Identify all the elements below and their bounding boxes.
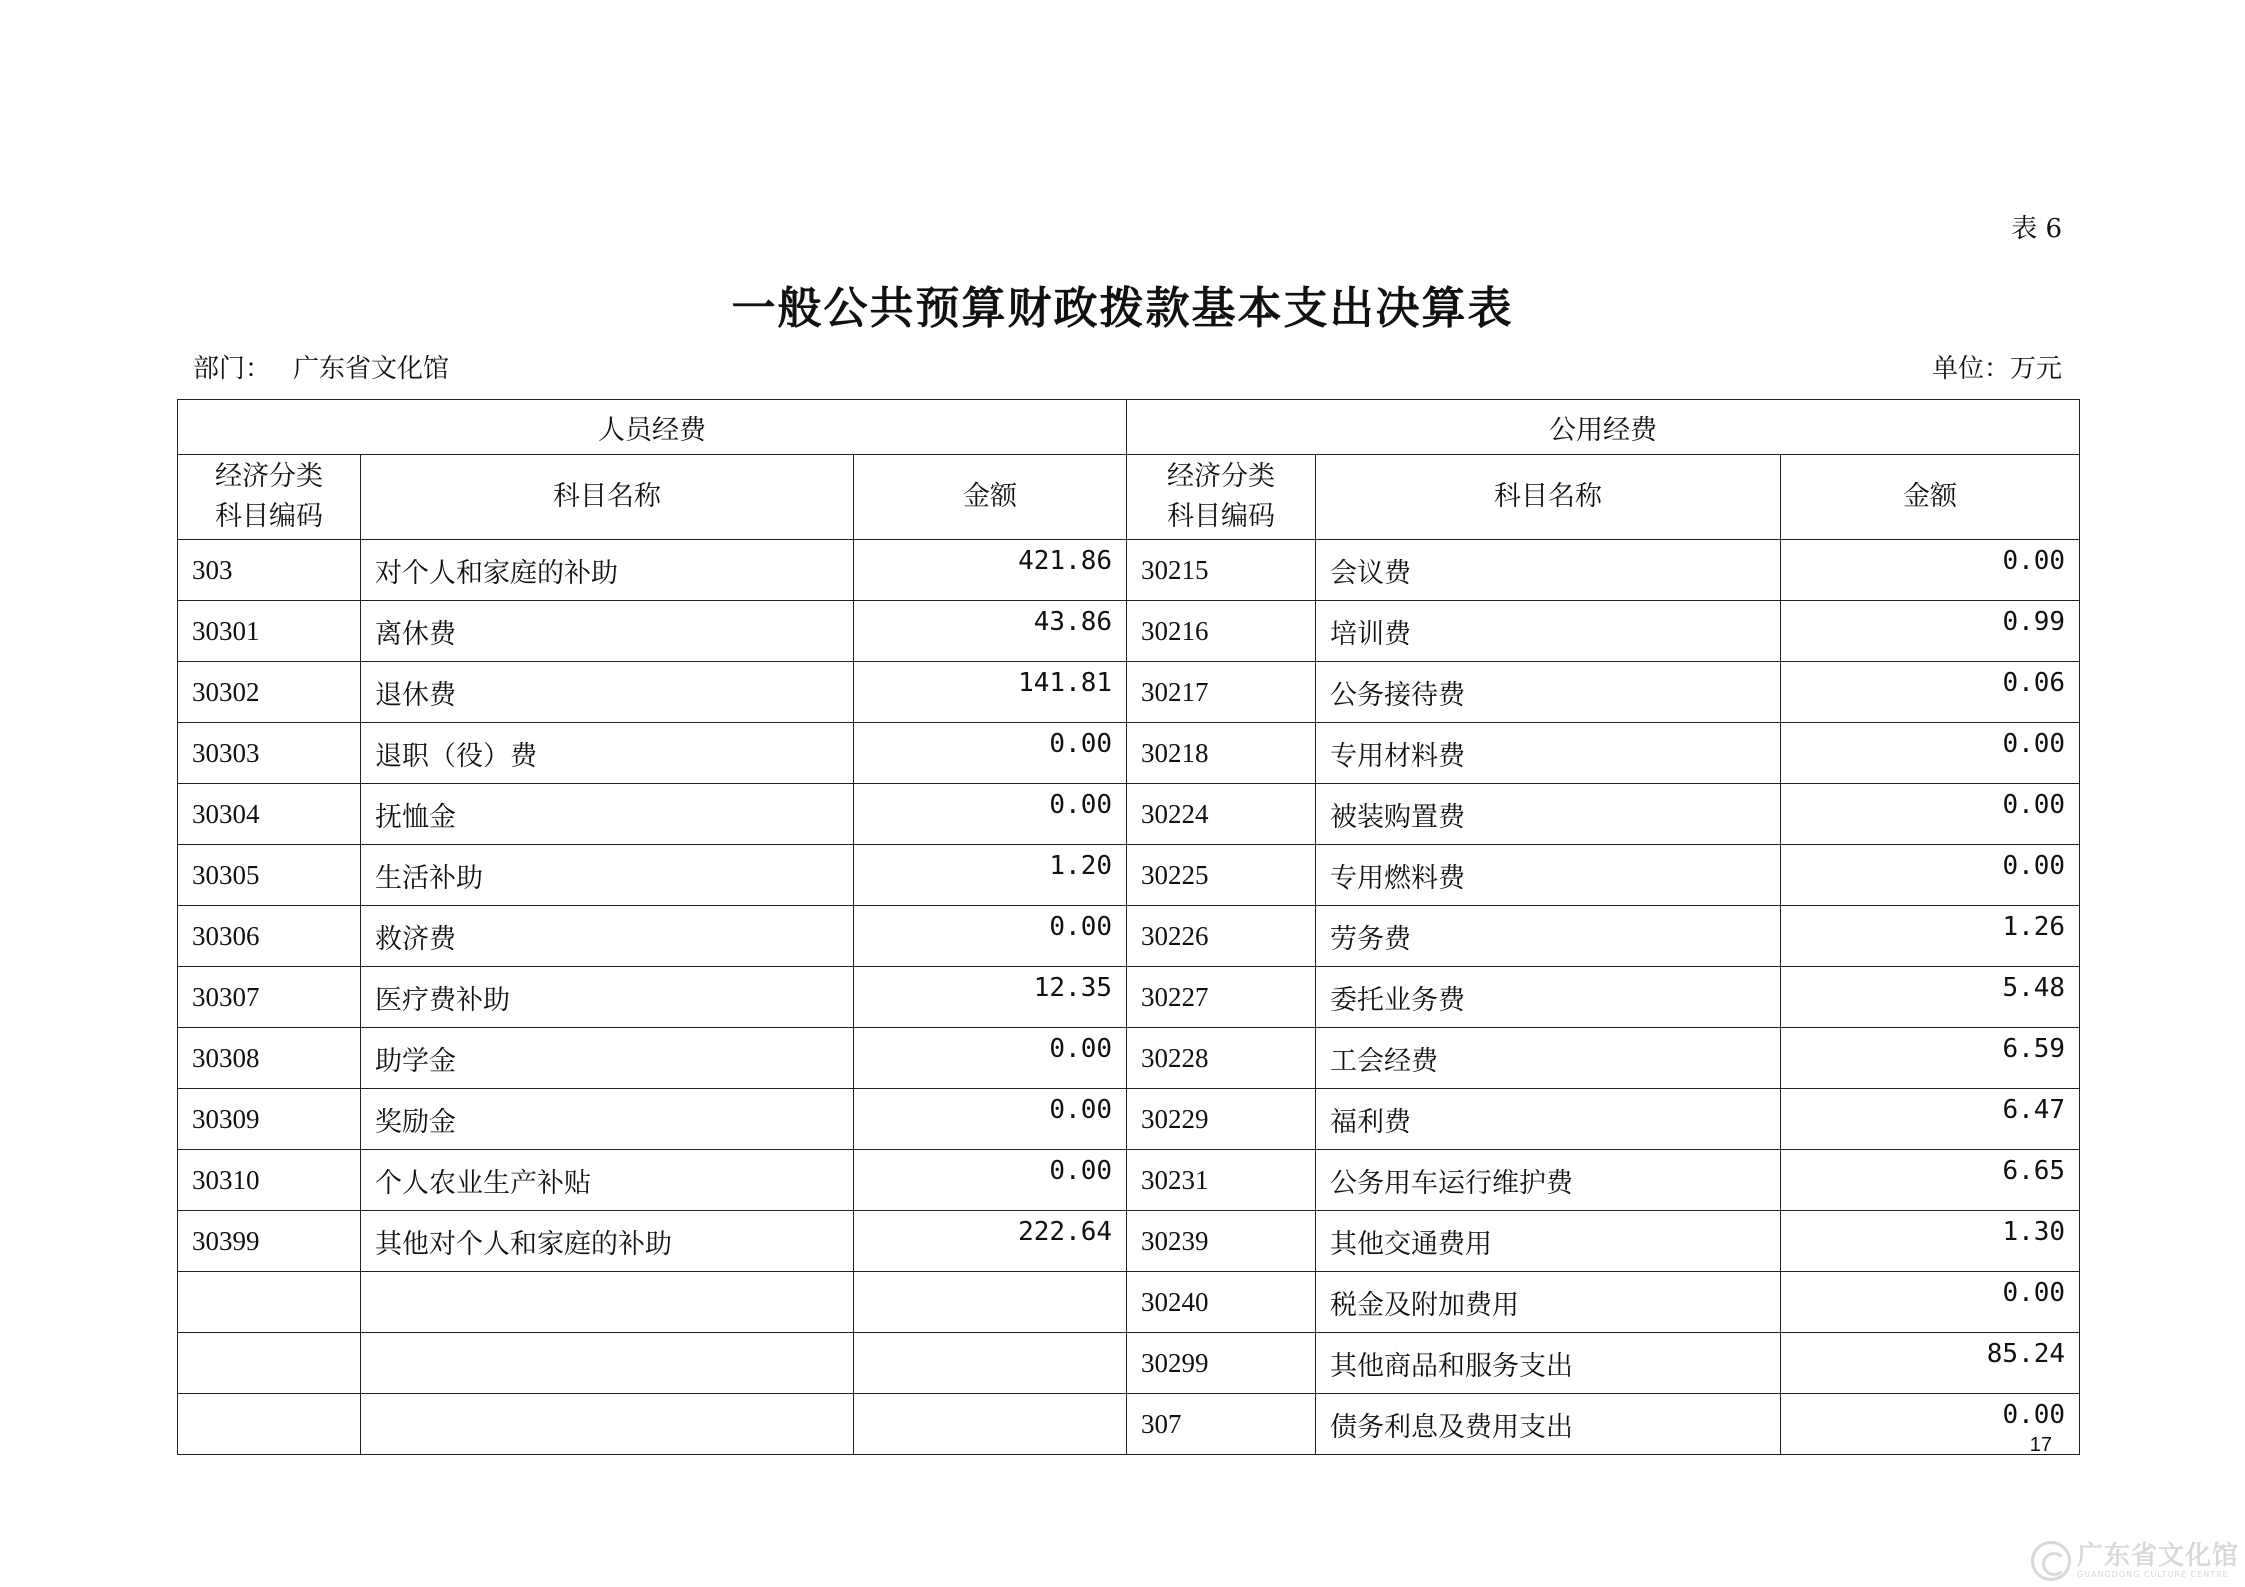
personnel-name-cell: 离休费: [361, 601, 854, 662]
personnel-name-cell: 医疗费补助: [361, 967, 854, 1028]
col-header-name: 科目名称: [1316, 455, 1781, 540]
personnel-code-cell: [178, 1394, 361, 1455]
public-amount-cell: 0.06: [1781, 662, 2080, 723]
public-name-cell: 培训费: [1316, 601, 1781, 662]
public-code-cell: 30226: [1127, 906, 1316, 967]
personnel-code-cell: 30301: [178, 601, 361, 662]
personnel-name-cell: 其他对个人和家庭的补助: [361, 1211, 854, 1272]
personnel-name-cell: [361, 1333, 854, 1394]
personnel-amount-cell: 141.81: [854, 662, 1127, 723]
table-row: [178, 1089, 2080, 1150]
table-row: [178, 601, 2080, 662]
table-row: [178, 1028, 2080, 1089]
personnel-code-cell: 30307: [178, 967, 361, 1028]
section-header-row: [178, 400, 2080, 455]
table-row: [178, 967, 2080, 1028]
public-amount-cell: 0.00: [1781, 723, 2080, 784]
public-code-cell: 30239: [1127, 1211, 1316, 1272]
personnel-amount-cell: 0.00: [854, 784, 1127, 845]
public-code-cell: 30225: [1127, 845, 1316, 906]
public-amount-cell: 5.48: [1781, 967, 2080, 1028]
personnel-code-cell: 30302: [178, 662, 361, 723]
table-row: [178, 1394, 2080, 1455]
personnel-amount-cell: 421.86: [854, 540, 1127, 601]
table-row: [178, 662, 2080, 723]
section-personnel: 人员经费: [178, 400, 1127, 455]
expenditure-table: [177, 399, 2080, 1455]
public-name-cell: 公务接待费: [1316, 662, 1781, 723]
personnel-amount-cell: [854, 1394, 1127, 1455]
table-row: [178, 540, 2080, 601]
personnel-code-cell: 30305: [178, 845, 361, 906]
col-header-code-line1: 经济分类: [1167, 461, 1276, 492]
col-header-code-line2: 科目编码: [1167, 501, 1276, 532]
culture-centre-logo-icon: [2031, 1541, 2071, 1581]
col-header-amount: 金额: [1781, 455, 2080, 540]
table-row: [178, 1272, 2080, 1333]
table-number-label: 表 6: [2011, 214, 2062, 244]
public-name-cell: 劳务费: [1316, 906, 1781, 967]
personnel-name-cell: 救济费: [361, 906, 854, 967]
personnel-code-cell: 30303: [178, 723, 361, 784]
public-name-cell: 其他交通费用: [1316, 1211, 1781, 1272]
personnel-code-cell: 30306: [178, 906, 361, 967]
personnel-code-cell: 303: [178, 540, 361, 601]
public-amount-cell: 0.00: [1781, 1394, 2080, 1455]
public-code-cell: 30299: [1127, 1333, 1316, 1394]
department-label: 部门：: [193, 354, 272, 384]
public-name-cell: 会议费: [1316, 540, 1781, 601]
personnel-name-cell: [361, 1394, 854, 1455]
column-header-row: [178, 455, 2080, 540]
personnel-amount-cell: 222.64: [854, 1211, 1127, 1272]
department-value: 广东省文化馆: [293, 354, 450, 384]
page-title: 一般公共预算财政拨款基本支出决算表: [731, 283, 1514, 334]
watermark-logo: [2031, 1541, 2239, 1581]
public-name-cell: 债务利息及费用支出: [1316, 1394, 1781, 1455]
personnel-amount-cell: 0.00: [854, 723, 1127, 784]
public-amount-cell: 1.30: [1781, 1211, 2080, 1272]
personnel-name-cell: 退休费: [361, 662, 854, 723]
watermark-name: 广东省文化馆: [2076, 1541, 2239, 1571]
personnel-name-cell: 退职（役）费: [361, 723, 854, 784]
public-code-cell: 30218: [1127, 723, 1316, 784]
public-name-cell: 委托业务费: [1316, 967, 1781, 1028]
public-code-cell: 30227: [1127, 967, 1316, 1028]
personnel-code-cell: 30304: [178, 784, 361, 845]
table-row: [178, 1150, 2080, 1211]
personnel-name-cell: 个人农业生产补贴: [361, 1150, 854, 1211]
personnel-amount-cell: [854, 1333, 1127, 1394]
public-name-cell: 公务用车运行维护费: [1316, 1150, 1781, 1211]
section-public: 公用经费: [1127, 400, 2080, 455]
personnel-name-cell: 助学金: [361, 1028, 854, 1089]
personnel-name-cell: 奖励金: [361, 1089, 854, 1150]
public-code-cell: 30217: [1127, 662, 1316, 723]
personnel-code-cell: 30399: [178, 1211, 361, 1272]
col-header-amount: 金额: [854, 455, 1127, 540]
personnel-name-cell: [361, 1272, 854, 1333]
table-row: [178, 784, 2080, 845]
public-amount-cell: 1.26: [1781, 906, 2080, 967]
personnel-amount-cell: 0.00: [854, 1150, 1127, 1211]
public-name-cell: 税金及附加费用: [1316, 1272, 1781, 1333]
page-number: 17: [2029, 1434, 2052, 1456]
table-row: [178, 723, 2080, 784]
unit-label: 单位：万元: [1931, 354, 2062, 384]
public-amount-cell: 0.00: [1781, 845, 2080, 906]
public-name-cell: 专用燃料费: [1316, 845, 1781, 906]
public-code-cell: 30224: [1127, 784, 1316, 845]
personnel-name-cell: 抚恤金: [361, 784, 854, 845]
public-name-cell: 专用材料费: [1316, 723, 1781, 784]
public-name-cell: 工会经费: [1316, 1028, 1781, 1089]
public-name-cell: 被装购置费: [1316, 784, 1781, 845]
personnel-amount-cell: 12.35: [854, 967, 1127, 1028]
department-line: [193, 348, 449, 385]
personnel-code-cell: [178, 1272, 361, 1333]
table-row: [178, 845, 2080, 906]
public-code-cell: 30216: [1127, 601, 1316, 662]
personnel-amount-cell: 0.00: [854, 1089, 1127, 1150]
public-amount-cell: 6.47: [1781, 1089, 2080, 1150]
col-header-code: [1127, 455, 1316, 540]
public-amount-cell: 0.00: [1781, 540, 2080, 601]
public-amount-cell: 0.00: [1781, 784, 2080, 845]
col-header-code-line2: 科目编码: [215, 501, 323, 532]
public-code-cell: 307: [1127, 1394, 1316, 1455]
table-row: [178, 1333, 2080, 1394]
col-header-code-line1: 经济分类: [215, 461, 323, 492]
public-amount-cell: 0.99: [1781, 601, 2080, 662]
table-row: [178, 1211, 2080, 1272]
personnel-name-cell: 生活补助: [361, 845, 854, 906]
personnel-amount-cell: 0.00: [854, 1028, 1127, 1089]
col-header-name: 科目名称: [361, 455, 854, 540]
public-code-cell: 30228: [1127, 1028, 1316, 1089]
public-code-cell: 30231: [1127, 1150, 1316, 1211]
public-code-cell: 30229: [1127, 1089, 1316, 1150]
personnel-code-cell: 30308: [178, 1028, 361, 1089]
personnel-code-cell: 30309: [178, 1089, 361, 1150]
public-amount-cell: 6.65: [1781, 1150, 2080, 1211]
personnel-code-cell: [178, 1333, 361, 1394]
public-amount-cell: 0.00: [1781, 1272, 2080, 1333]
public-code-cell: 30215: [1127, 540, 1316, 601]
public-code-cell: 30240: [1127, 1272, 1316, 1333]
personnel-code-cell: 30310: [178, 1150, 361, 1211]
personnel-name-cell: 对个人和家庭的补助: [361, 540, 854, 601]
personnel-amount-cell: 1.20: [854, 845, 1127, 906]
watermark-english: GUANGDONG CULTURE CENTRE: [2076, 1570, 2229, 1579]
personnel-amount-cell: 43.86: [854, 601, 1127, 662]
public-name-cell: 福利费: [1316, 1089, 1781, 1150]
personnel-amount-cell: 0.00: [854, 906, 1127, 967]
col-header-code: [178, 455, 361, 540]
table-row: [178, 906, 2080, 967]
personnel-amount-cell: [854, 1272, 1127, 1333]
public-name-cell: 其他商品和服务支出: [1316, 1333, 1781, 1394]
public-amount-cell: 85.24: [1781, 1333, 2080, 1394]
public-amount-cell: 6.59: [1781, 1028, 2080, 1089]
